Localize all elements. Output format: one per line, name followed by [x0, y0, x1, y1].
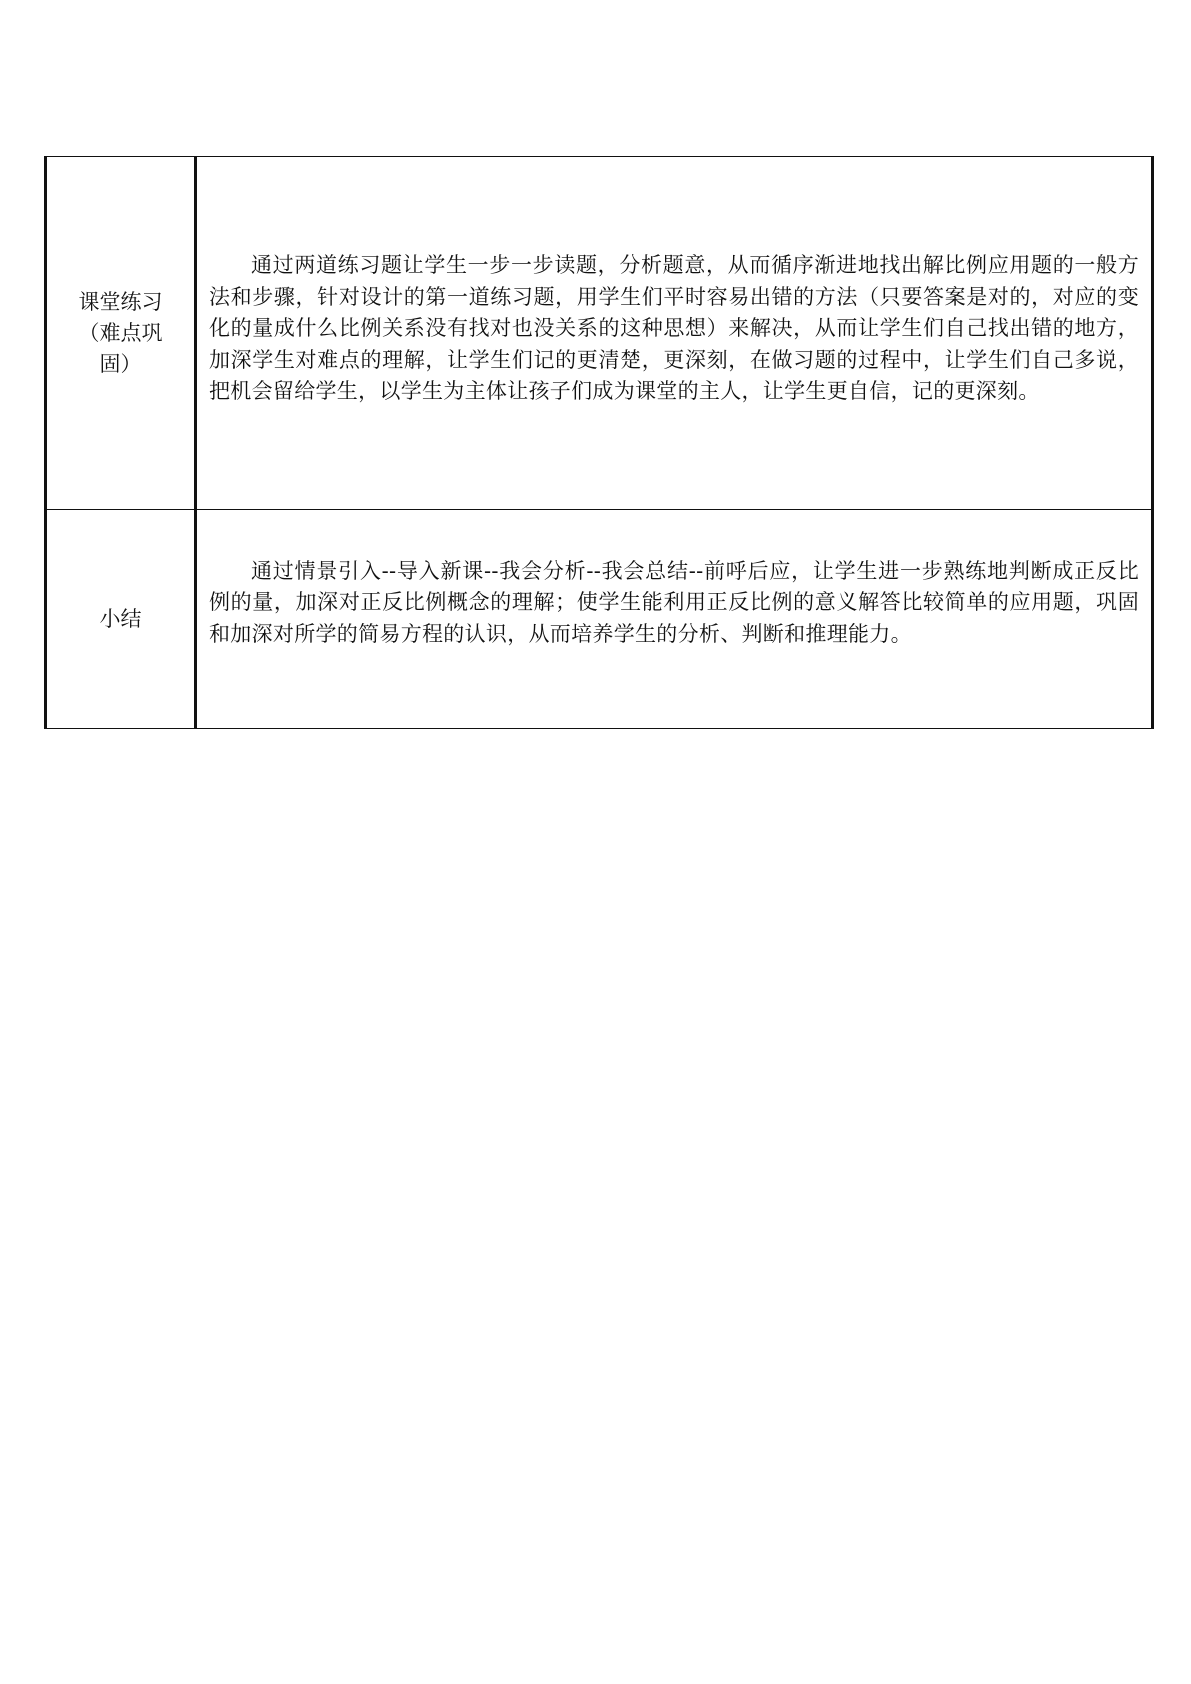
row-label: 小结: [99, 606, 142, 631]
table-row: [46, 510, 1153, 729]
row-content-cell: [196, 510, 1153, 729]
row-label-line: 固）: [99, 351, 142, 376]
row-label: [47, 287, 194, 380]
row-content-text: 通过情景引入--导入新课--我会分析--我会总结--前呼后应，让学生进一步熟练地判断成正反比例的量，加深对正反比例概念的理解；使学生能利用正反比例的意义解答比较简单的应用题，巩固和加深对所学的简易方程的认识，从而培养学生的分析、判断和推理能力。: [209, 558, 1139, 646]
row-label-cell: [46, 157, 196, 510]
row-content-cell: [196, 157, 1153, 510]
table-row: [46, 157, 1153, 510]
lesson-plan-table: [44, 156, 1154, 729]
row-label-line: 课堂练习: [78, 289, 163, 314]
row-label-cell: [46, 510, 196, 729]
row-label-line: （难点巩: [78, 320, 163, 345]
row-content-text: 通过两道练习题让学生一步一步读题，分析题意，从而循序渐进地找出解比例应用题的一般方法和步骤，针对设计的第一道练习题，用学生们平时容易出错的方法（只要答案是对的，对应的变化的量成什么比例关系没有找对也没关系的这种思想）来解决，从而让学生们自己找出错的地方，加深学生对难点的理解，让学生们记的更清楚，更深刻，在做习题的过程中，让学生们自己多说，把机会留给学生，以学生为主体让孩子们成为课堂的主人，让学生更自信，记的更深刻。: [209, 253, 1139, 404]
